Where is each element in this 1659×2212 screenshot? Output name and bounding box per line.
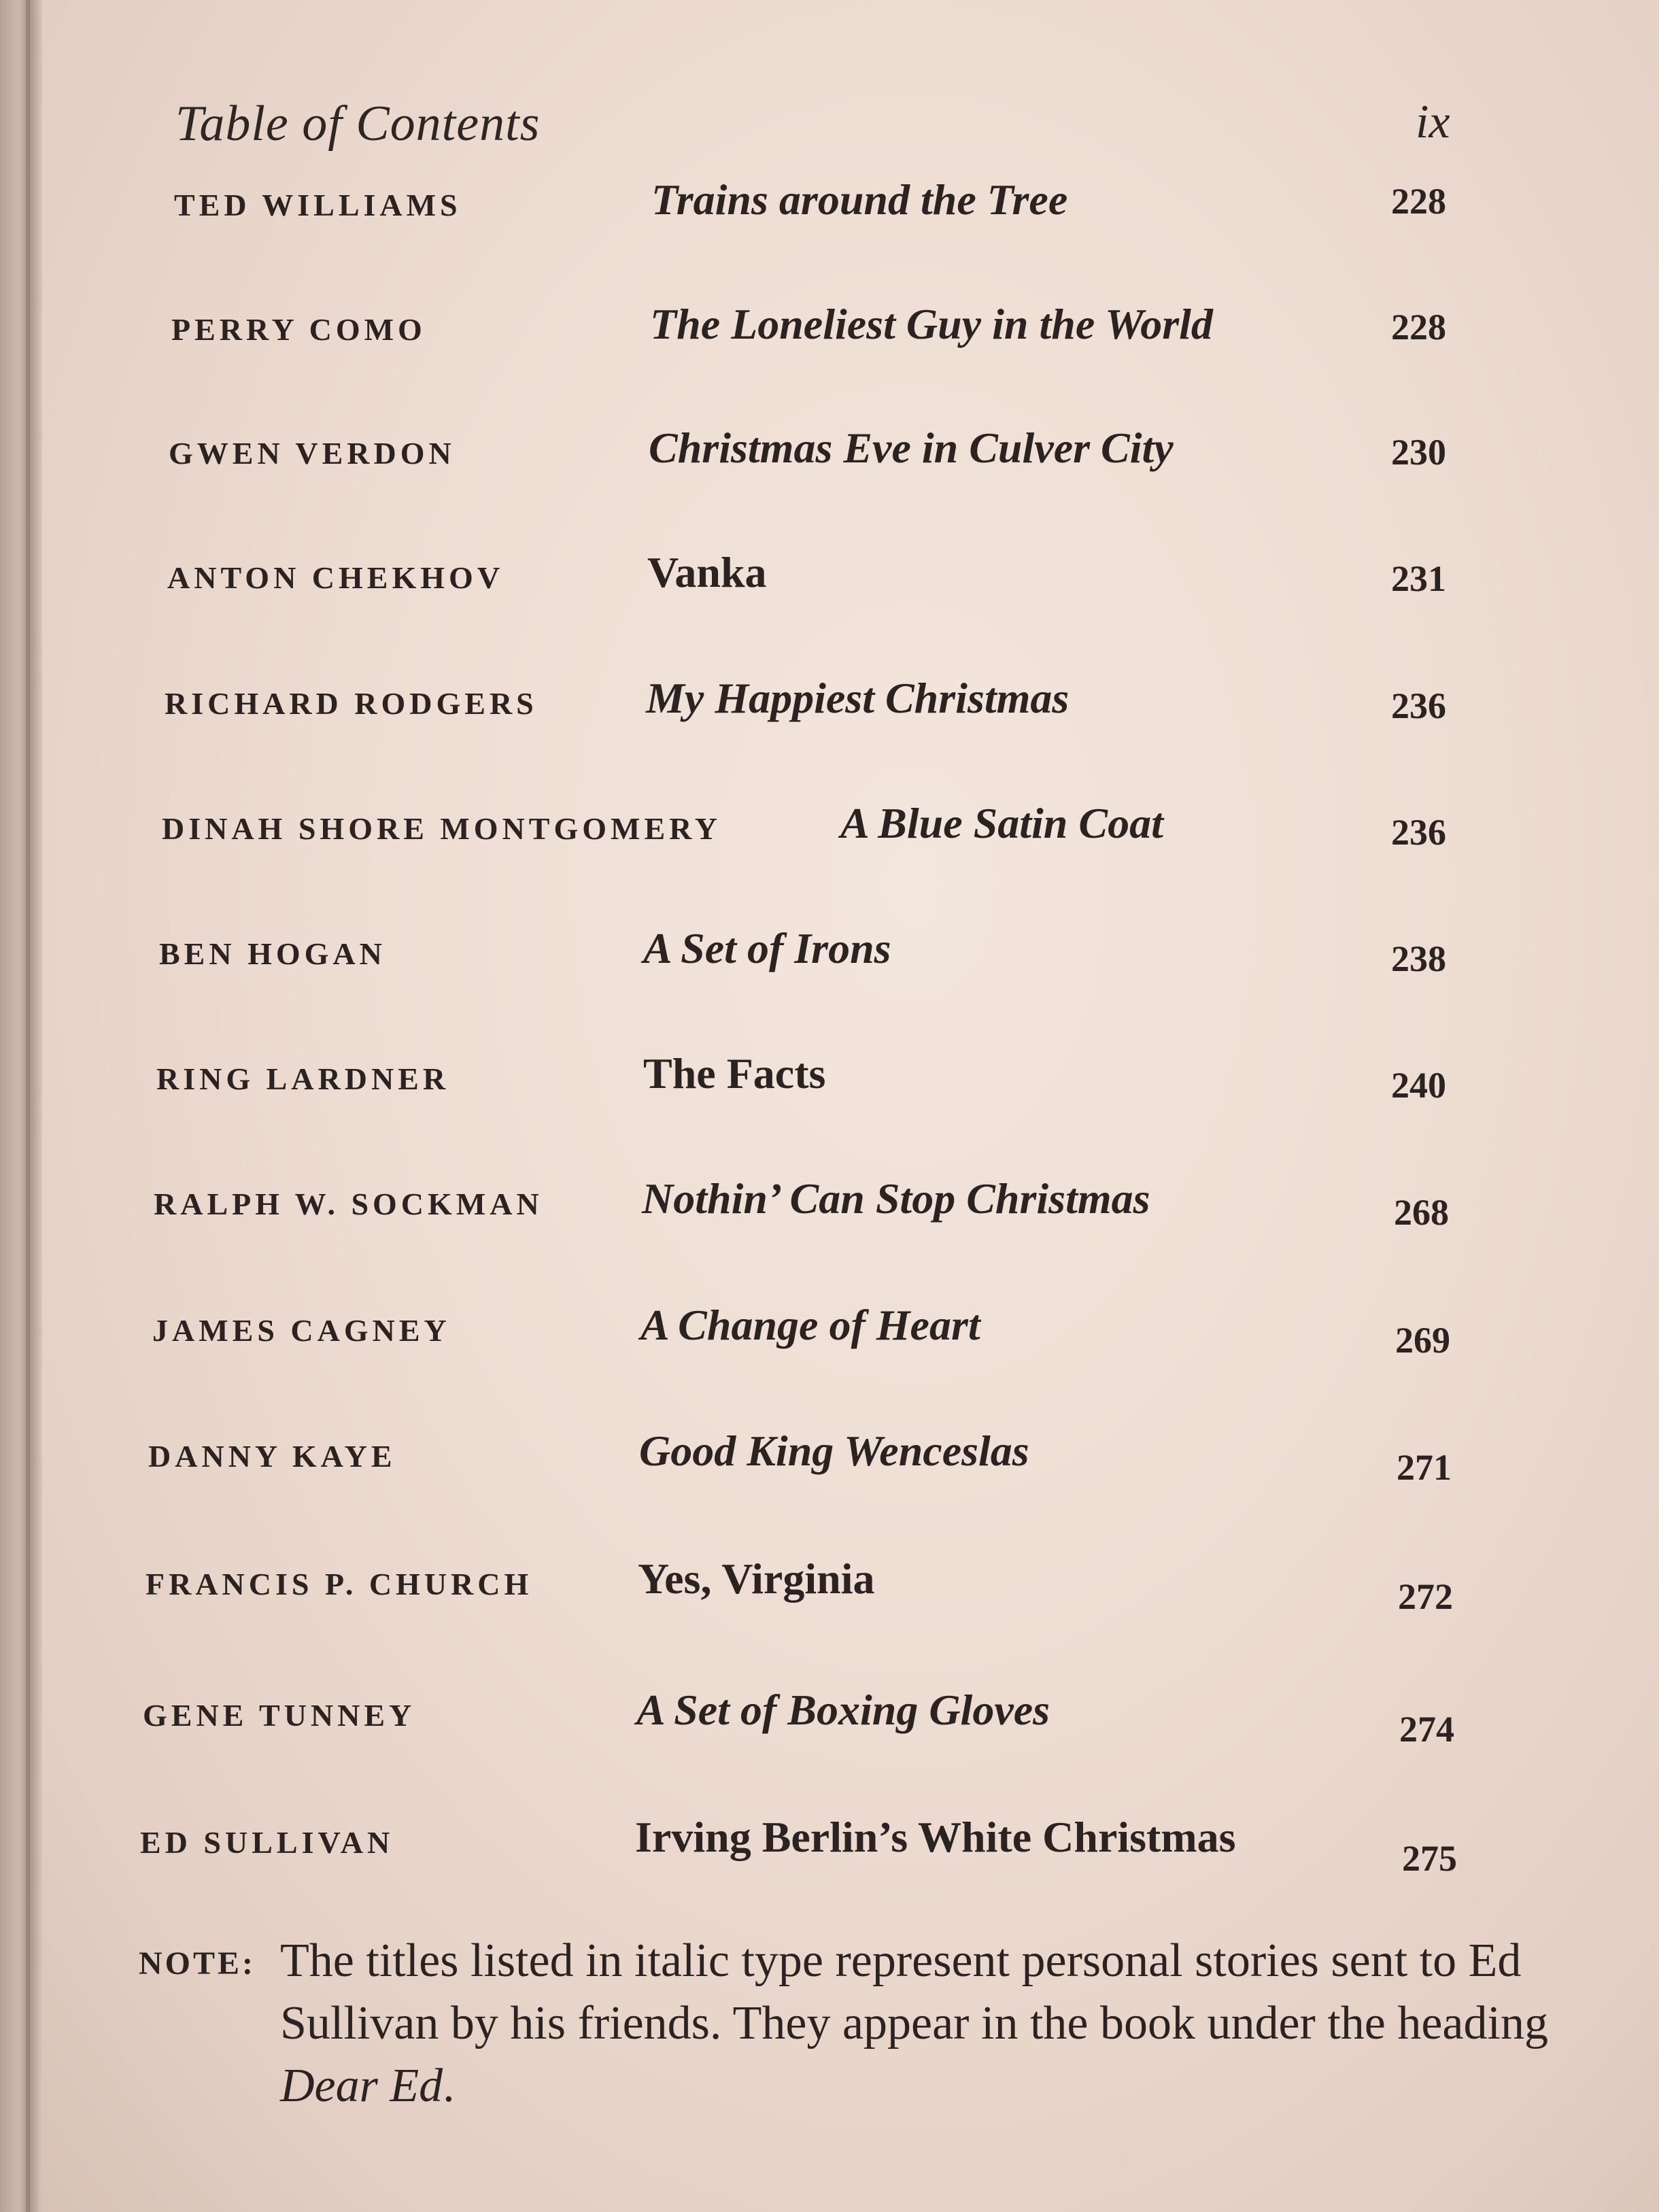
toc-entry [0, 1047, 1659, 1129]
toc-author: RALPH W. SOCKMAN [154, 1187, 543, 1221]
page-title: Table of Contents [175, 96, 541, 152]
toc-author: JAMES CAGNEY [152, 1313, 451, 1348]
toc-page-number: 272 [1398, 1576, 1453, 1617]
toc-entry [0, 173, 1659, 255]
toc-entry [0, 672, 1659, 753]
toc-entry [0, 298, 1659, 379]
toc-page-number: 269 [1395, 1320, 1450, 1361]
toc-entry [0, 1299, 1659, 1380]
toc-page-number: 228 [1391, 307, 1446, 347]
toc-title: Trains around the Tree [651, 175, 1068, 224]
toc-author: FRANCIS P. CHURCH [146, 1567, 533, 1601]
toc-title: My Happiest Christmas [646, 674, 1070, 722]
toc-author: PERRY COMO [171, 312, 426, 347]
note-sentence: The titles listed in italic type represent personal stories sent to Ed Sullivan by his friends. They appear in the book under the heading [280, 1935, 1548, 2049]
toc-author: BEN HOGAN [159, 936, 386, 971]
toc-author: GWEN VERDON [169, 436, 456, 471]
toc-author: RICHARD RODGERS [165, 686, 538, 721]
toc-title: Yes, Virginia [638, 1554, 875, 1603]
toc-author: DINAH SHORE MONTGOMERY [162, 811, 721, 846]
toc-title: Irving Berlin’s White Christmas [635, 1813, 1236, 1861]
toc-title: The Loneliest Guy in the World [650, 300, 1213, 348]
toc-page-number: 236 [1391, 685, 1446, 726]
toc-title: A Set of Irons [643, 924, 891, 972]
toc-title: Christmas Eve in Culver City [649, 424, 1174, 472]
toc-author: GENE TUNNEY [143, 1698, 416, 1733]
toc-page-number: 240 [1391, 1065, 1446, 1106]
note-end: . [443, 2060, 455, 2112]
toc-title: Good King Wenceslas [639, 1427, 1029, 1475]
toc-author: ANTON CHEKHOV [167, 560, 504, 595]
toc-entry [0, 422, 1659, 503]
page-number-roman: ix [1416, 96, 1450, 148]
toc-title: A Set of Boxing Gloves [636, 1686, 1050, 1734]
toc-author: DANNY KAYE [148, 1439, 396, 1474]
toc-entry [0, 1172, 1659, 1254]
toc-page-number: 236 [1391, 812, 1446, 853]
toc-page-number: 274 [1399, 1709, 1454, 1750]
toc-title: Vanka [647, 548, 767, 596]
toc-page-number: 238 [1391, 938, 1446, 979]
toc-title: Nothin’ Can Stop Christmas [642, 1174, 1150, 1223]
toc-page-number: 231 [1391, 558, 1446, 599]
toc-author: TED WILLIAMS [174, 188, 462, 222]
toc-page-number: 271 [1397, 1447, 1452, 1488]
toc-title: The Facts [643, 1049, 826, 1098]
toc-entry [0, 1552, 1659, 1634]
toc-entry [0, 1425, 1659, 1506]
note-heading: Dear Ed [280, 2060, 443, 2112]
toc-title: A Blue Satin Coat [840, 799, 1163, 847]
toc-title: A Change of Heart [640, 1301, 980, 1349]
toc-entry [0, 1811, 1659, 1892]
toc-author: RING LARDNER [156, 1061, 450, 1096]
toc-page-number: 230 [1391, 432, 1446, 473]
toc-entry [0, 797, 1659, 879]
toc-entry [0, 1684, 1659, 1765]
toc-page-number: 275 [1402, 1838, 1457, 1879]
toc-page-number: 228 [1391, 181, 1446, 222]
note-text [280, 1930, 1626, 2117]
toc-page-number: 268 [1394, 1192, 1449, 1233]
toc-entry [0, 922, 1659, 1004]
toc-author: ED SULLIVAN [140, 1825, 394, 1860]
note-label: NOTE: [139, 1945, 256, 1981]
toc-entry [0, 546, 1659, 628]
